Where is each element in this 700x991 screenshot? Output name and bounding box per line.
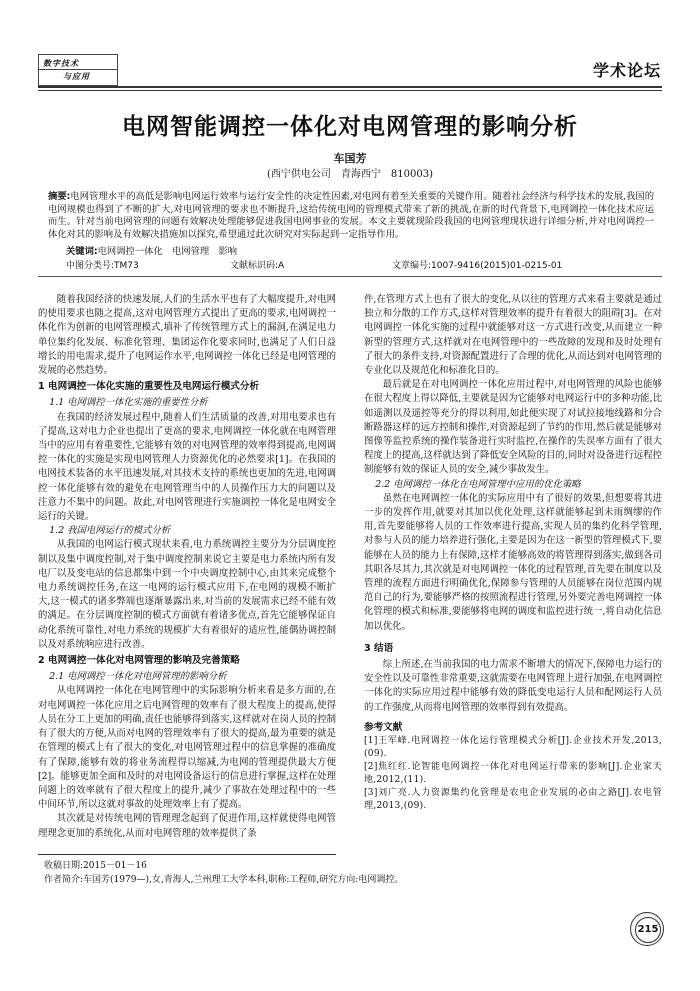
abstract-text: 电网管理水平的高低是影响电网运行效率与运行安全性的决定性因素,对电网有着至关重要的关键作用。随着社会经济与科学技术的发展,我国的电网规模也得到了不断的扩大,对电网管理的要求也不断提升,这给传统电网的管理模式带来了新的挑战,在新的时代背景下,电网调控一体化技术应运而生。针对当前电网管理的问题有效解决处理能够促进我国电网事业的发展。本文主要就现阶段我国的电网管理现状进行详细分析,并对电网调控一体化对其的影响及有效解决措施加以探究,希望通过此次研究对实际起到一定指导作用。 xyxy=(48,191,654,240)
paragraph: 件,在管理方式上也有了很大的变化,从以往的管理方式来看主要就是通过独立和分散的工作方式,这样对管理效率的提升有着很大的阻碍[3]。在对电网调控一体化实施的过程中就能够对这一方式进行改变,从而建立一种新型的管理方式,这样就对在电网管理中的一些故障的发现和及时处理有了很大的条件支持,对资源配置进行了合理的优化,从而达到对电网管理的专业化以及规范化和标准化目的。 xyxy=(364,294,662,377)
section-heading-3: 3 结语 xyxy=(364,642,394,654)
keywords xyxy=(66,243,237,257)
author-bio: 作者简介:车国芳(1979—),女,青海人,兰州理工大学本科,职称:工程师,研究方向:电网调控。 xyxy=(44,875,404,885)
header-rule-thin xyxy=(38,90,662,91)
paragraph: 从我国的电网运行模式现状来看,电力系统调控主要分为分层调度控制以及集中调度控制,对于集中调度控制来说它主要是电力系统内所有发电厂以及变电站的信息都集中到一个中央调度控制中心,由其来完成整个电力系统调控任务,在这一电网的运行模式应用下,在电网的规模不断扩大,这一模式的诸多弊端也逐渐暴露出来,对当前的发展需求已经不能有效的满足。在分层调度控制的模式方面就有着诸多优点,首先它能够保证自动化系统可靠性,对电力系统的规模扩大有着很好的适应性,能偶协调控制以及对系统响应进行改善。 xyxy=(38,539,336,650)
footnote-rule xyxy=(38,854,336,855)
badge-line-1: 数字技术 xyxy=(43,58,79,68)
subsection-heading-2-1: 2.1 电网调控一体化对电网管理的影响分析 xyxy=(49,671,227,683)
reference-item: [2]焦红红.论智能电网调控一体化对电网运行带来的影响[J].企业家天地,2012,(11). xyxy=(364,762,662,786)
keywords-label: 关键词: xyxy=(66,246,98,257)
clc-number: 中图分类号:TM73 xyxy=(66,261,139,271)
document-code: 文献标识码:A xyxy=(230,261,285,271)
reference-item: [1]王军峰.电网调控一体化运行管理模式分析[J].企业技术开发,2013,(09). xyxy=(364,736,662,760)
abstract-label: 摘要: xyxy=(48,191,71,202)
paragraph: 虽然在电网调控一体化的实际应用中有了很好的效果,但想要将其进一步的发挥作用,就要对其加以优化处理,这样就能够起到未雨绸缪的作用,首先要能够将人员的工作效率进行提高,实现人员的集约化科学管理,对参与人员的能力培养进行强化,主要是因为在这一新型的管理模式下,要能够在人员的能力上有保障,这样才能够高效的将管理得到落实,做到各司其职各尽其力,其次就是对电网调控一体化的过程管理,首先要在制度以及管理的流程方面进行明确优化,保障参与管理的人员能够在岗位范围内规范自己的行为,要能够严格的按照流程进行管理,另外要完善电网调控一体化管理的模式和标准,要能够将电网的调度和监控进行统一,将自动化信息加以优化。 xyxy=(364,492,662,632)
paragraph: 随着我国经济的快速发展,人们的生活水平也有了大幅度提升,对电网的使用要求也随之提高,这对电网管理方式提出了更高的要求,电网调控一体化作为创新的电网管理模式,填补了传统管理方式上的漏洞,在满足电力单位集约化发展、标准化管理、集团运作化要求同时,也满足了人们日益增长的用电需求,提升了电网运作水平,电网调控一体化已经是电网管理的发展的必然趋势。 xyxy=(38,294,336,377)
reference-item: [3]刘广亮.人力资源集约化管理是农电企业发展的必由之路[J].农电管理,2013,(09). xyxy=(364,788,662,812)
paragraph: 从电网调控一体化在电网管理中的实际影响分析来看是多方面的,在对电网调控一体化应用之后电网管理的效率有了很大程度上的提高,使得人员在分工上更加的明确,责任也能够得到落实,这样就对在岗人员的控制有了很大的方便,从而对电网的管理效率有了很大的提高,最为重要的就是在管理的模式上有了很大的变化,对电网管理过程中的信息掌握的准确度有了保障,能够有效的将业务流程得以缩减,为电网的管理提供最大方便[2]。能够更加全面和及时的对电网设备运行的信息进行掌握,这样在处理问题上的效率就有了很大程度上的提升,减少了事故在处理过程中的一些中间环节,所以这就对事故的处理效率上有了提高。 xyxy=(38,685,336,811)
paragraph: 在我国的经济发展过程中,随着人们生活质量的改善,对用电要求也有了提高,这对电力企业也提出了更高的要求,电网调控一体化就在电网管理当中的应用有着重要性,它能够有效的对电网管理的效率得到提高,电网调控一体化的实施是实现电网管理人力资源优化的必然要求[1]。在我国的电网技术装备的水平迅速发展,对其技术支持的系统也更加的先进,电网调控一体化能够有效的避免在电网管理当中的人员操作压力大的问题以及注意力不集中的问题。故此,对电网管理进行实施调控一体化是电网安全运行的关键。 xyxy=(38,411,336,523)
received-date: 收稿日期:2015－01－16 xyxy=(44,861,147,871)
subsection-heading-1-2: 1.2 我国电网运行的模式分析 xyxy=(49,525,171,537)
page-number-badge xyxy=(630,912,664,946)
left-column xyxy=(38,293,336,841)
abstract xyxy=(48,191,654,241)
paragraph: 最后就是在对电网调控一体化应用过程中,对电网管理的风险也能够在很大程度上得以降低,主要就是因为它能够对电网运行中的多种功能,比如遥测以及遥控等充分的得以利用,如此便实现了对试拉接地线路和分合断路器这样的远方控制和操作,对资源起到了节约的作用,然后就是能够对图像等监控系统的操作装备进行实时监控,在操作的失误率方面有了很大程度上的提高,这样就达到了降低安全风险的目的,同时对设备进行远程控制能够有效的保证人员的安全,减少事故发生。 xyxy=(364,379,662,476)
section-heading-1: 1 电网调控一体化实施的重要性及电网运行模式分析 xyxy=(38,381,260,393)
paragraph: 其次就是对传统电网的管理理念起到了促进作用,这样就使得电网管理理念更加的系统化,从而对电网管理的效率提供了条 xyxy=(38,813,336,839)
column-label: 学术论坛 xyxy=(593,61,662,80)
right-column xyxy=(364,293,662,813)
header-rule xyxy=(38,86,662,88)
journal-section-badge xyxy=(38,54,118,86)
references-heading: 参考文献 xyxy=(364,721,403,733)
article-title: 电网智能调控一体化对电网管理的影响分析 xyxy=(122,114,578,140)
article-number: 文章编号:1007-9416(2015)01-0215-01 xyxy=(392,261,563,271)
paragraph: 综上所述,在当前我国的电力需求不断增大的情况下,保障电力运行的安全性以及可靠性非常重要,这就需要在电网管理上进行加强,在电网调控一体化的实际应用过程中能够有效的降低变电运行人员和配网运行人员的工作强度,从而将电网管理的效率得到有效提高。 xyxy=(364,659,662,713)
badge-line-2: 与应用 xyxy=(63,71,90,81)
author: 车国芳 xyxy=(333,152,367,165)
keywords-text: 电网调控一体化 电网管理 影响 xyxy=(97,246,238,257)
divider xyxy=(38,276,662,277)
section-heading-2: 2 电网调控一体化对电网管理的影响及完善策略 xyxy=(38,655,240,667)
subsection-heading-1-1: 1.1 电网调控一体化实施的重要性分析 xyxy=(49,397,208,409)
page-number: 215 xyxy=(635,917,661,943)
affiliation: (西宁供电公司 青海西宁 810003) xyxy=(267,169,433,180)
subsection-heading-2-2: 2.2 电网调控一体化在电网管理中应用的优化策略 xyxy=(375,478,581,490)
